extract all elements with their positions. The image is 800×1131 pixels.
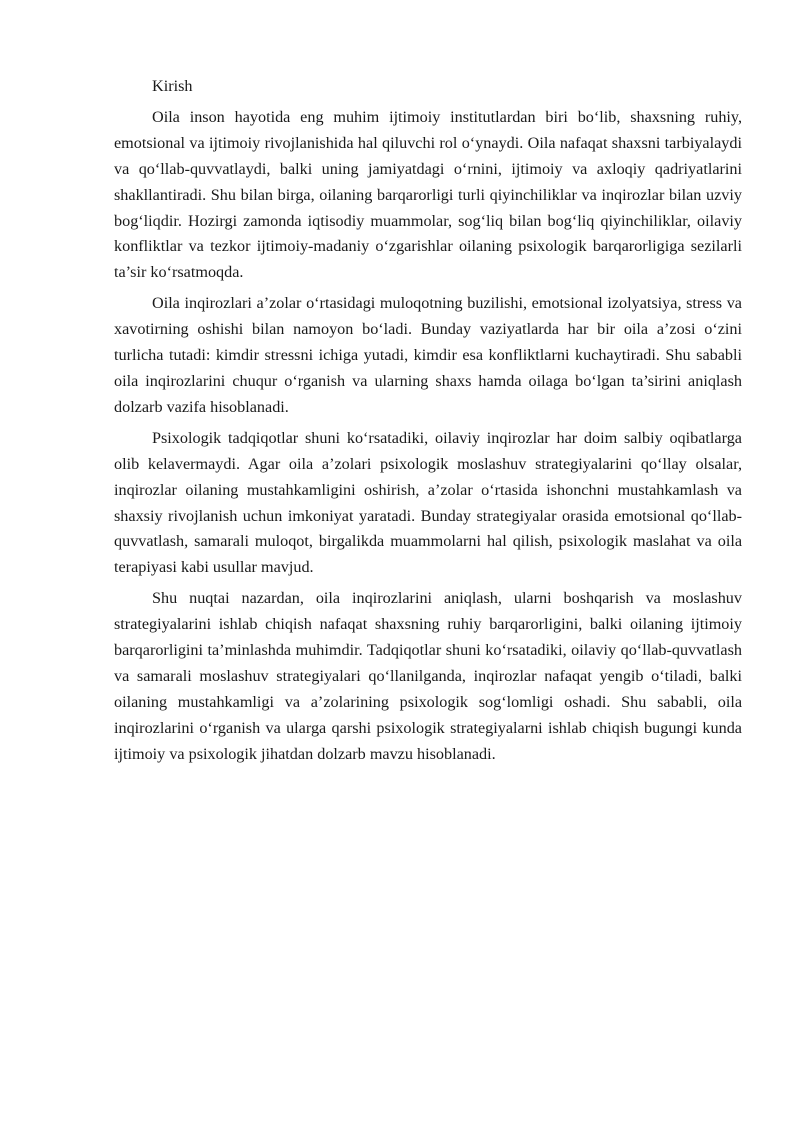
document-page <box>114 74 742 773</box>
paragraph-4: Shu nuqtai nazardan, oila inqirozlarini aniqlash, ularni boshqarish va moslashuv strategiyalarini ishlab chiqish nafaqat shaxsning ruhiy barqarorligini, balki oilaning ijtimoiy barqarorligini ta’minlashda muhimdir. Tadqiqotlar shuni ko‘rsatadiki, oilaviy qo‘llab-quvvatlash va samarali moslashuv strategiyalari qo‘llanilganda, inqirozlar nafaqat yengib o‘tiladi, balki oilaning mustahkamligi va a’zolarining psixologik sog‘lomligi oshadi. Shu sababli, oila inqirozlarini o‘rganish va ularga qarshi psixologik strategiyalarni ishlab chiqish bugungi kunda ijtimoiy va psixologik jihatdan dolzarb mavzu hisoblanadi. <box>114 589 742 763</box>
paragraph-3: Psixologik tadqiqotlar shuni ko‘rsatadiki, oilaviy inqirozlar har doim salbiy oqibatlarga olib kelavermaydi. Agar oila a’zolari psixologik moslashuv strategiyalarini qo‘llay olsalar, inqirozlar oilaning mustahkamligini oshirish, a’zolar o‘rtasida ishonchni mustahkamlash va shaxsiy rivojlanish uchun imkoniyat yaratadi. Bunday strategiyalar orasida emotsional qo‘llab-quvvatlash, samarali muloqot, birgalikda muammolarni hal qilish, psixologik maslahat va oila terapiyasi kabi usullar mavjud. <box>114 428 742 577</box>
paragraph-2: Oila inqirozlari a’zolar o‘rtasidagi muloqotning buzilishi, emotsional izolyatsiya, stress va xavotirning oshishi bilan namoyon bo‘ladi. Bunday vaziyatlarda har bir oila a’zosi o‘zini turlicha tutadi: kimdir stressni ichiga yutadi, kimdir esa konfliktlarni kuchaytiradi. Shu sababli oila inqirozlarini chuqur o‘rganish va ularning shaxs hamda oilaga bo‘lgan ta’sirini aniqlash dolzarb vazifa hisoblanadi. <box>114 294 742 416</box>
paragraph-1: Oila inson hayotida eng muhim ijtimoiy institutlardan biri bo‘lib, shaxsning ruhiy, emotsional va ijtimoiy rivojlanishida hal qiluvchi rol o‘ynaydi. Oila nafaqat shaxsni tarbiyalaydi va qo‘llab-quvvatlaydi, balki uning jamiyatdagi o‘rnini, ijtimoiy va axloqiy qadriyatlarini shakllantiradi. Shu bilan birga, oilaning barqarorligi turli qiyinchiliklar va inqirozlar bilan uzviy bog‘liqdir. Hozirgi zamonda iqtisodiy muammolar, sog‘liq bilan bog‘liq qiyinchiliklar, oilaviy konfliktlar va tezkor ijtimoiy-madaniy o‘zgarishlar oilaning psixologik barqarorligiga sezilarli ta’sir ko‘rsatmoqda. <box>114 107 742 282</box>
section-heading: Kirish <box>152 77 193 95</box>
